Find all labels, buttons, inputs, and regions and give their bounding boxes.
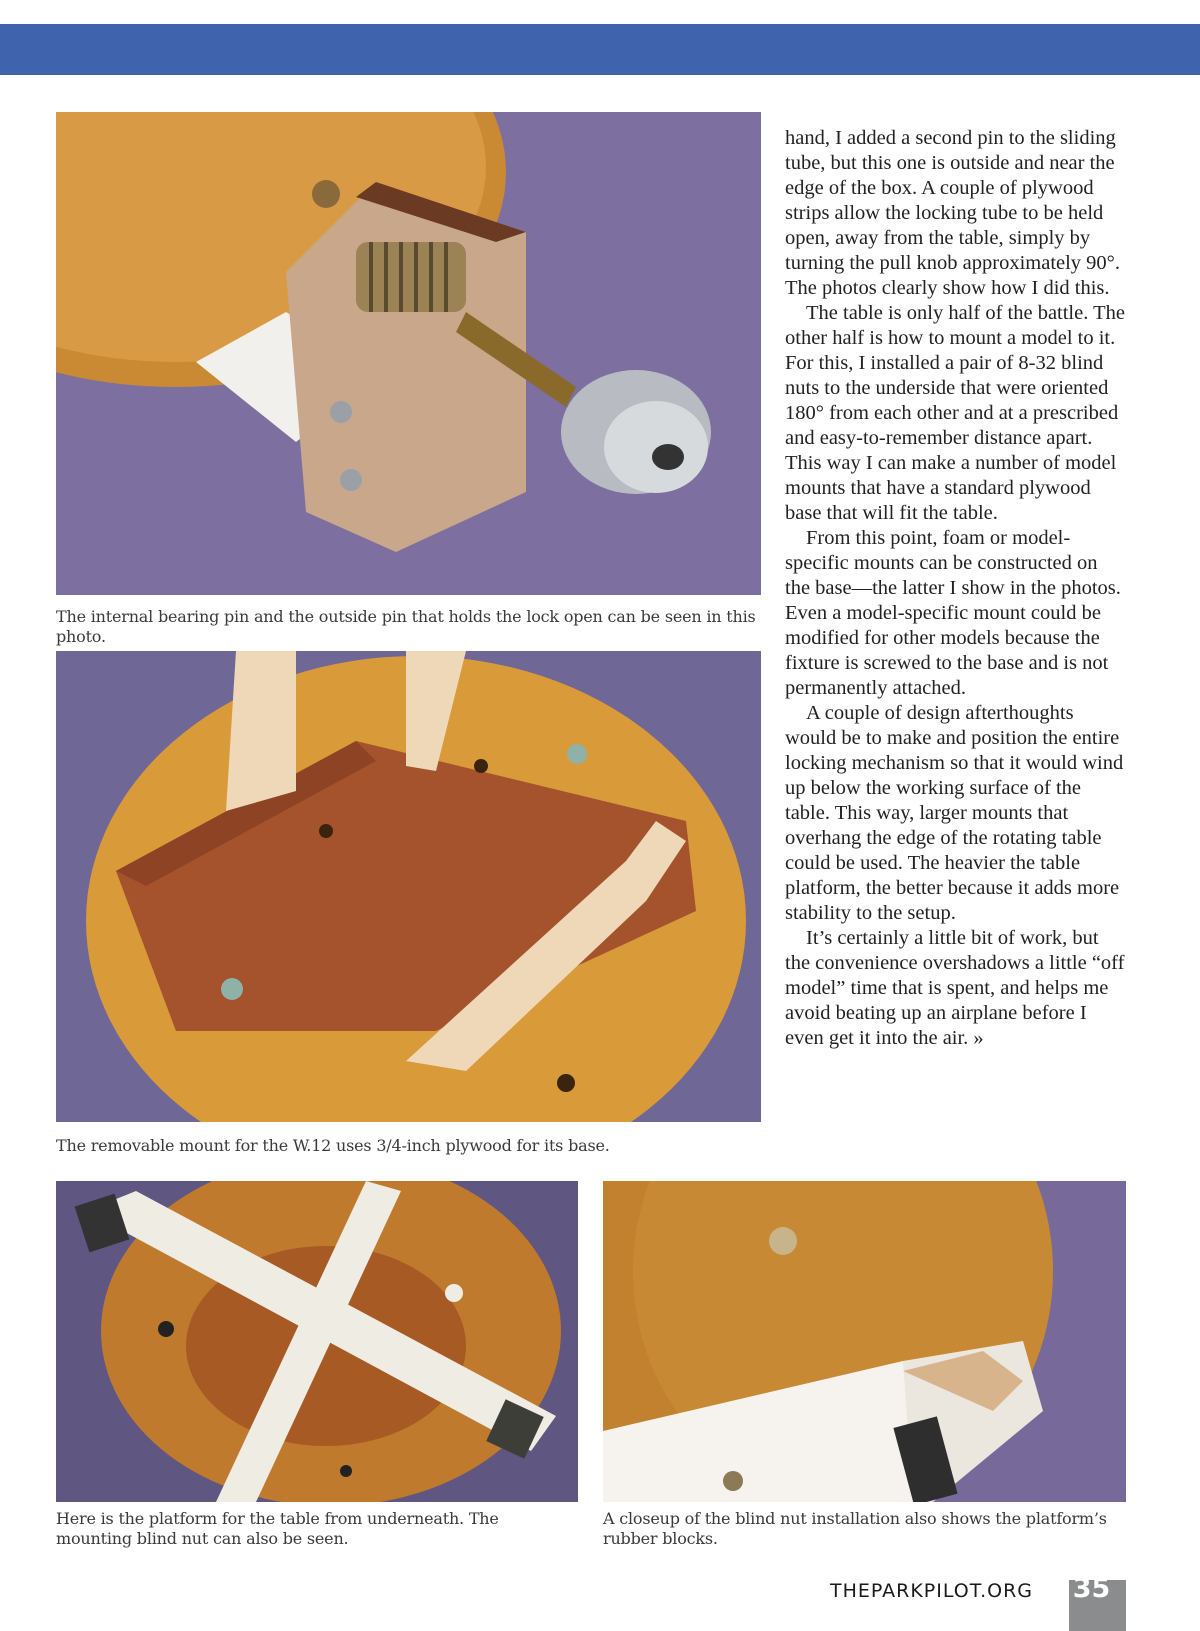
photo-blind-nut-closeup: [603, 1181, 1126, 1502]
caption-photo-3: Here is the platform for the table from underneath. The mounting blind nut can also be seen.: [56, 1509, 499, 1548]
photo-locking-mechanism: [56, 112, 761, 595]
caption-photo-2: The removable mount for the W.12 uses 3/4-inch plywood for its base.: [56, 1136, 610, 1155]
body-paragraph: It’s certainly a little bit of work, but the convenience overshadows a little “off model” time that is spent, and helps me avoid beating up an airplane before I even get it into the air. »: [785, 927, 1125, 1049]
photo-removable-mount: [56, 651, 761, 1122]
body-paragraph: hand, I added a second pin to the sliding tube, but this one is outside and near the edge of the box. A couple of plywood strips allow the locking tube to be held open, away from the table, simply by turning the pull knob approximately 90°. The photos clearly show how I did this.: [785, 127, 1121, 299]
caption-photo-1: The internal bearing pin and the outside pin that holds the lock open can be seen in this photo.: [56, 607, 756, 646]
body-paragraph: A couple of design afterthoughts would be to make and position the entire locking mechanism so that it would wind up below the working surface of the table. This way, larger mounts that overhang the edge of the rotating table could be used. The heavier the table platform, the better because it adds more stability to the setup.: [785, 702, 1124, 924]
article-body-column: [785, 126, 1127, 1051]
page-number: 35: [1072, 1573, 1111, 1604]
footer-site-name: THEPARKPILOT.ORG: [830, 1580, 1033, 1602]
caption-photo-4: A closeup of the blind nut installation also shows the platform’s rubber blocks.: [603, 1509, 1107, 1548]
body-paragraph: From this point, foam or model-specific mounts can be constructed on the base—the latter I show in the photos. Even a model-specific mount could be modified for other models because the fixture is screwed to the base and is not permanently attached.: [785, 527, 1121, 699]
header-bar: [0, 24, 1200, 75]
body-paragraph: The table is only half of the battle. The other half is how to mount a model to it. For this, I installed a pair of 8-32 blind nuts to the underside that were oriented 180° from each other and at a prescribed and easy-to-remember distance apart. This way I can make a number of model mounts that have a standard plywood base that will fit the table.: [785, 302, 1125, 524]
photo-platform-underneath: [56, 1181, 578, 1502]
